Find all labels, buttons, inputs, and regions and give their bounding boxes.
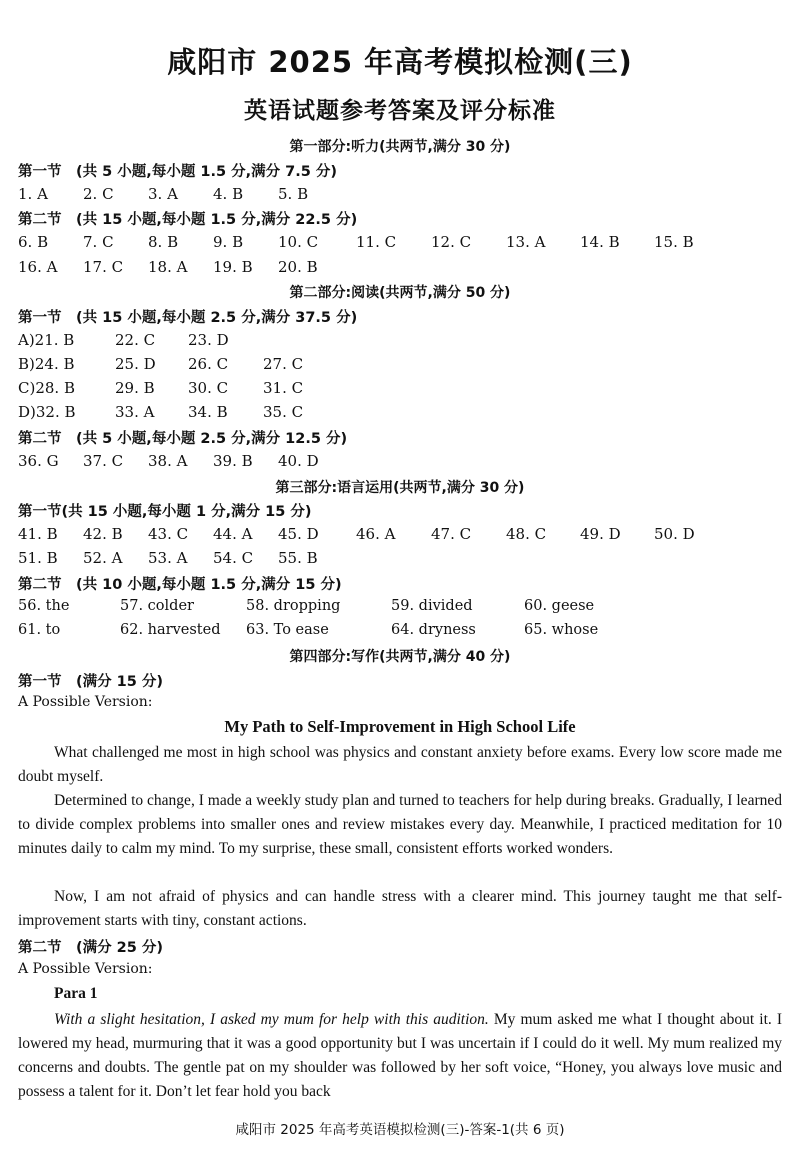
answer-item: 36. G <box>18 452 59 470</box>
answer-item: 49. D <box>580 525 621 543</box>
answer-item: 45. D <box>278 525 319 543</box>
answer-item: 43. C <box>148 525 189 543</box>
answer-item: 47. C <box>431 525 472 543</box>
para-label: Para 1 <box>54 985 98 1002</box>
answer-item: 26. C <box>188 355 229 373</box>
answer-item: 31. C <box>263 379 304 397</box>
answer-item: 48. C <box>506 525 547 543</box>
answer-item: 22. C <box>115 331 156 349</box>
answer-item: 52. A <box>83 549 123 567</box>
answer-item: 54. C <box>213 549 254 567</box>
answer-item: 44. A <box>213 525 253 543</box>
answer-item: 15. B <box>654 233 694 251</box>
answer-item: 11. C <box>356 233 397 251</box>
answer-item: 62. harvested <box>120 622 221 638</box>
answer-item: 64. dryness <box>391 622 476 638</box>
answer-item: 53. A <box>148 549 188 567</box>
answer-item: 6. B <box>18 233 49 251</box>
part3-heading: 第三部分:语言运用(共两节,满分 30 分) <box>275 480 525 496</box>
answer-item: 23. D <box>188 331 229 349</box>
page-title: 咸阳市 2025 年高考模拟检测(三) <box>167 45 633 79</box>
answer-item: 9. B <box>213 233 244 251</box>
answer-item: 12. C <box>431 233 472 251</box>
part1-heading: 第一部分:听力(共两节,满分 30 分) <box>289 139 511 155</box>
part4-heading: 第四部分:写作(共两节,满分 40 分) <box>289 649 511 665</box>
answer-item: 2. C <box>83 185 114 203</box>
part4-section2-heading: 第二节 (满分 25 分) <box>18 940 164 956</box>
answer-item: 13. A <box>506 233 546 251</box>
answer-item: 29. B <box>115 379 155 397</box>
answer-item: 34. B <box>188 403 228 421</box>
answer-item: 5. B <box>278 185 309 203</box>
answer-item: 40. D <box>278 452 319 470</box>
story-italic-opening: With a slight hesitation, I asked my mum for help with this audition. <box>54 1011 489 1028</box>
answer-item: 35. C <box>263 403 304 421</box>
answer-item: 25. D <box>115 355 156 373</box>
part3-section1-heading: 第一节(共 15 小题,每小题 1 分,满分 15 分) <box>18 504 312 520</box>
page-footer: 咸阳市 2025 年高考英语模拟检测(三)-答案-1(共 6 页) <box>235 1122 565 1138</box>
part2-heading: 第二部分:阅读(共两节,满分 50 分) <box>289 285 511 301</box>
part4-section1-heading: 第一节 (满分 15 分) <box>18 674 164 690</box>
possible-version-label: A Possible Version: <box>18 961 153 977</box>
answer-item: 63. To ease <box>246 622 329 638</box>
answer-item: 18. A <box>148 258 188 276</box>
answer-item: B)24. B <box>18 355 75 373</box>
answer-item: 38. A <box>148 452 188 470</box>
answer-item: 14. B <box>580 233 620 251</box>
answer-item: 59. divided <box>391 598 473 614</box>
answer-item: 17. C <box>83 258 124 276</box>
story-paragraph-text: My mum asked me what I thought about it. I lowered my head, murmuring that it was a good opportunity but I was uncertain if I could do it well. My mum realized my concerns and doubts. The gentle pat on my shoulder was followed by her soft voice, “Honey, you always love music and possess a talent for it. Don’t let fear hold you back <box>18 1011 782 1100</box>
part1-section2-heading: 第二节 (共 15 小题,每小题 1.5 分,满分 22.5 分) <box>18 212 358 228</box>
answer-item: 1. A <box>18 185 48 203</box>
answer-item: 39. B <box>213 452 253 470</box>
answer-item: 58. dropping <box>246 598 341 614</box>
answer-item: A)21. B <box>18 331 75 349</box>
answer-item: 50. D <box>654 525 695 543</box>
answer-item: 41. B <box>18 525 58 543</box>
answer-item: 55. B <box>278 549 318 567</box>
part2-section1-heading: 第一节 (共 15 小题,每小题 2.5 分,满分 37.5 分) <box>18 310 358 326</box>
answer-item: D)32. B <box>18 403 76 421</box>
possible-version-label: A Possible Version: <box>18 694 153 710</box>
answer-item: 30. C <box>188 379 229 397</box>
part3-section2-heading: 第二节 (共 10 小题,每小题 1.5 分,满分 15 分) <box>18 577 342 593</box>
essay-paragraph: Now, I am not afraid of physics and can handle stress with a clearer mind. This journey taught me that self-improvement starts with tiny, constant actions. <box>18 888 782 929</box>
answer-item: 8. B <box>148 233 179 251</box>
answer-item: 46. A <box>356 525 396 543</box>
answer-item: 65. whose <box>524 622 599 638</box>
answer-item: C)28. B <box>18 379 75 397</box>
answer-item: 10. C <box>278 233 319 251</box>
story-paragraph <box>18 1008 782 1104</box>
answer-item: 27. C <box>263 355 304 373</box>
essay-paragraph: Determined to change, I made a weekly study plan and turned to teachers for help during breaks. Gradually, I learned to divide complex problems into smaller ones and review mistakes every day. Meanwhile, I practiced meditation for 10 minutes daily to calm my mind. To my surprise, these small, consistent efforts worked wonders. <box>18 792 782 857</box>
answer-item: 7. C <box>83 233 114 251</box>
answer-item: 19. B <box>213 258 253 276</box>
answer-item: 3. A <box>148 185 178 203</box>
part2-section2-heading: 第二节 (共 5 小题,每小题 2.5 分,满分 12.5 分) <box>18 431 348 447</box>
answer-item: 33. A <box>115 403 155 421</box>
answer-item: 61. to <box>18 622 61 638</box>
essay-paragraph: What challenged me most in high school was physics and constant anxiety before exams. Every low score made me doubt myself. <box>18 744 782 785</box>
answer-item: 56. the <box>18 598 70 614</box>
essay-title: My Path to Self-Improvement in High School Life <box>224 717 576 736</box>
part1-section1-heading: 第一节 (共 5 小题,每小题 1.5 分,满分 7.5 分) <box>18 164 338 180</box>
answer-item: 57. colder <box>120 598 194 614</box>
answer-item: 42. B <box>83 525 123 543</box>
answer-item: 20. B <box>278 258 318 276</box>
page-subtitle: 英语试题参考答案及评分标准 <box>244 98 556 124</box>
answer-item: 4. B <box>213 185 244 203</box>
answer-item: 51. B <box>18 549 58 567</box>
answer-item: 16. A <box>18 258 58 276</box>
answer-item: 37. C <box>83 452 124 470</box>
answer-item: 60. geese <box>524 598 595 614</box>
